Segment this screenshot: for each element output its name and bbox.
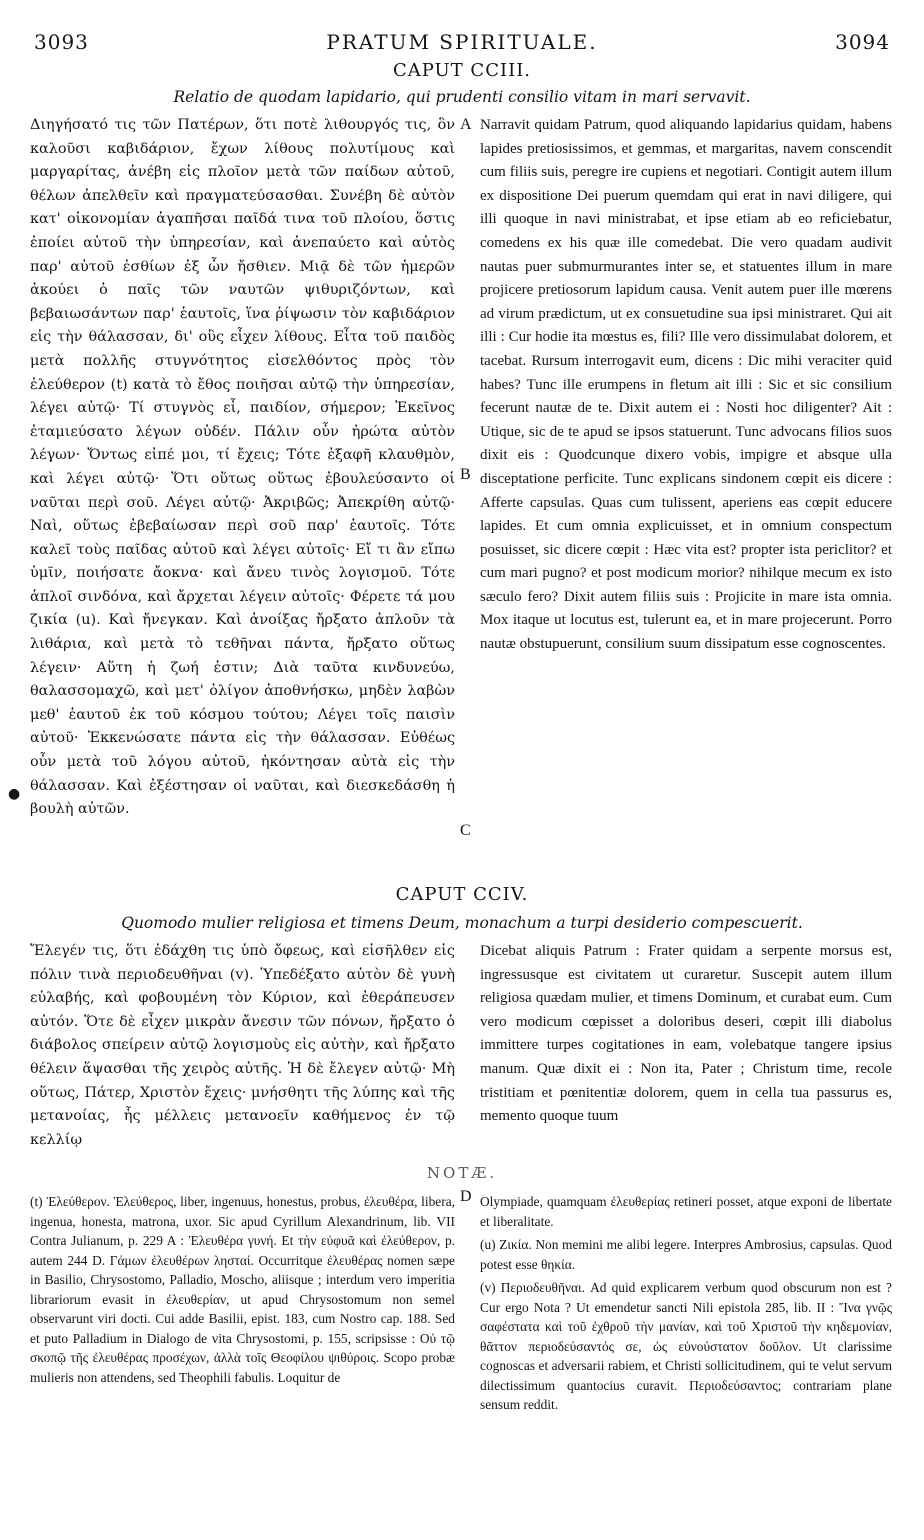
- greek-text-204: Ἔλεγέν τις, ὅτι ἐδάχθη τις ὑπὸ ὄφεως, καὶ εἰσῆλθεν εἰς πόλιν τινὰ περιοδευθῆναι (v). Ὑπεδέξατο αὐτὸν δὲ γυνὴ εὐλαβής, καὶ φοβουμένη τὸν Κύριον, καὶ ἐθεράπευσεν αὐτόν. Ὅτε δὲ εἶχεν μικρὰν ἄνεσιν τῶν πόνων, ἤρξατο ὁ διάβολος σπείρειν αὐτῷ λογισμοὺς εἰς αὐτὴν, καὶ ἤρξατο θέλειν ἅψασθαι τῆς χειρὸς αὐτῆς. Ἡ δὲ ἔλεγεν αὐτῷ· Μὴ οὕτως, Πάτερ, Χριστὸν ἔχεις· μνήσθητι τῆς λύπης καὶ τῆς μετανοίας, ἧς μέλλεις μετανοεῖν καθήμενος ἐν τῷ κελλίῳ: [30, 943, 455, 1148]
- note-u: (u) Ζικία. Non memini me alibi legere. Interpres Ambrosius, capsulas. Quod potest esse θηκία.: [480, 1237, 892, 1272]
- note-v: (v) Περιοδευθῆναι. Ad quid explicarem verbum quod obscurum non est ? Cur ergo Nota ? Ut emendetur sancti Nili epistola 285, lib. II : Ἵνα γνῷς σαφέστατα καὶ τοῦ ἐχθροῦ τὴν μανίαν, καὶ τοῦ Χριστοῦ τὴν κηδεμονίαν, θᾶττον περιοδεύσαντός σε, ὡς εὐνούστατον δοῦλον. Ut clarissime cognoscas et adversarii rabiem, et Christi sollicitudinem, qui te velut servum dilectissimum quantocius curavit. Περιοδεύσαντος; contrariam plane sensum reddit.: [480, 1280, 892, 1412]
- notes-left-column: [30, 1192, 455, 1534]
- notes-right-column: [480, 1192, 892, 1534]
- latin-column-204: [480, 940, 892, 1160]
- margin-letter-b: B: [460, 466, 471, 483]
- greek-column-203: [30, 114, 455, 868]
- chapter-caption-204: Quomodo mulier religiosa et timens Deum, monachum a turpi desiderio compescuerit.: [121, 914, 803, 932]
- running-title: PRATUM SPIRITUALE.: [326, 30, 598, 54]
- latin-text-204: Dicebat aliquis Patrum : Frater quidam a serpente morsus est, ingressusque est civitatem ut curaretur. Suscepit autem illum religiosa quædam mulier, et timens Dominum, et curabat eum. Cum vero modicum cœpisset a doloribus deseri, cœpit illi diabolus immittere turpes cogitationes in eam, volebatque tangere ipsius manum. Quæ dixit ei : Non ita, Pater ; Christum time, recole tristitiam et pœnitentiæ dolorem, quem in cella tua passurus es, memento quoque tuum: [480, 943, 892, 1125]
- latin-text-203: Narravit quidam Patrum, quod aliquando lapidarius quidam, habens lapides pretiosissimos, et gemmas, et margaritas, navem conscendit cum filiis suis, peregre ire cupiens et negotiari. Contigit autem illum ex dispositione Dei puerum quemdam qui erat in navi diligere, qui illi quoque in navi ministrabat, et ipse etiam ab eo reficiebatur, comedens ex his quæ ille comedebat. Die vero quadam audivit nautas puer submurmurantes inter se, et statuentes illum in mare projicere pretiosorum lapidum causa. Venit autem puer ille mœrens ad virum prædictum, ut ex consuetudine sua ipsi ministraret. Qui ait illi : Cur hodie ita mœstus es, fili? Ille vero dissimulabat dolorem, et tacebat. Rursum interrogavit eum, dicens : Dic mihi veraciter quid habes? Tunc ille erumpens in fletum ait illi : Sic et sic consilium fecerunt nautæ de te. Dixit autem ei : Nosti hoc diligenter? Ait : Utique, sic de te apud se ipsos statuerunt. Tunc advocans filios suos dixit eis : Quodcunque dixero vobis, impigre et absque ulla disceptatione perficite. Tunc explicans sindonem cœpit eis dicere : Afferte capsulas. Quas cum tulissent, aperiens eas cœpit educere lapides. Et cum omnia explicuisset, et in omnium conspectum posuisset, sic dicere cœpit : Hæc vita est? propter ista periclitor? et cum mari pugno? et post modicum morior? nihilque mecum ex isto sæculo fero? Dixit autem filiis suis : Projicite in mare ista omnia. Mox itaque ut locutus est, tulerunt ea, et in mare projecerunt. Porro nautæ obstupuerunt, consilium suum dissipatum esse cognoscentes.: [480, 117, 892, 653]
- greek-column-204: [30, 940, 455, 1160]
- chapter-heading-204: CAPUT CCIV.: [395, 884, 529, 905]
- note-t: (t) Ἐλεύθερον. Ἐλεύθερος, liber, ingenuus, honestus, probus, ἐλευθέρα, libera, ingenua, honesta, matrona, uxor. Sic apud Cyrillum Alexandrinum, lib. VII Contra Julianum, p. 229 A : Ἐλευθέρα γυνή. Et τὴν εὐφυᾶ καὶ ἐλεύθερον, p. autem 244 D. Γάμων ἐλευθέρων λησταί. Occurritque ἐλευθέρας nomen sæpe in Basilio, Chrysostomo, Palladio, Moscho, aliisque ; interdum vero imperitia librariorum evasit in ἐλευθερίαν, ut apud Chrysostomum non semel observarunt viri docti. Cui adde Basilii, epist. 183, cum Nostro cap. 188. Sed et puto Palladium in Dialogo de vita Chrysostomi, p. 155, scripsisse : Οὐ τῷ σκοπῷ τῆς ἐλευθέρας προσέχων, ἀλλὰ τοῖς Θεοφίλου ψιθύροις. Scopo probæ mulieris non attendens, sed Theophili fabulis. Loquitur de: [30, 1194, 455, 1385]
- margin-letter-a: A: [460, 116, 472, 133]
- page-number-left: 3093: [34, 30, 89, 54]
- greek-text-203: Διηγήσατό τις τῶν Πατέρων, ὅτι ποτὲ λιθουργός τις, ὃν καλοῦσι καβιδάριον, ἔχων λίθους πολυτίμους καὶ μαργαρίτας, ἀνέβη εἰς πλοῖον μετὰ τῶν παίδων αὐτοῦ, θέλων ἀπελθεῖν καὶ πραγματεύσασθαι. Συνέβη δὲ αὐτὸν κατ' οἰκονομίαν ἀγαπῆσαι παῖδά τινα τοῦ πλοίου, ὅστις ἐποίει αὐτοῦ τὴν ὑπηρεσίαν, καὶ ἀνεπαύετο καὶ αὐτὸς παρ' αὐτοῦ ἐσθίων ἐξ ὧν ἤσθιεν. Μιᾷ δὲ τῶν ἡμερῶν ἀκούει ὁ παῖς τῶν ναυτῶν ψιθυριζόντων, καὶ βεβαιωσάντων παρ' ἑαυτοῖς, ἵνα ῥίψωσιν τὸν καβιδάριον εἰς τὴν θάλασσαν, δι' οὓς εἶχεν λίθους. Εἶτα τοῦ παιδὸς μετὰ πολλῆς στυγνότητος εἰσελθόντος πρὸς τὸν ἐλεύθερον (t) κατὰ τὸ ἔθος ποιῆσαι αὐτῷ τὴν ὑπηρεσίαν, λέγει αὐτῷ· Τί στυγνὸς εἶ, παιδίον, σήμερον; Ἐκεῖνος ἐταμιεύσατο λέγων οὐδέν. Πάλιν οὖν ἠρώτα αὐτὸν λέγων· Ὄντως εἰπέ μοι, τί ἔχεις; Τότε ἐξαφῆ κλαυθμὸν, καὶ λέγει αὐτῷ· Ὅτι οὕτως οὕτως ἐβουλεύσαντο οἱ ναῦται περὶ σοῦ. Λέγει αὐτῷ· Ἀκριβῶς; Ἀπεκρίθη αὐτῷ· Ναὶ, οὕτως ἐβεβαίωσαν περὶ σοῦ παρ' ἑαυτοῖς. Τότε καλεῖ τοὺς παῖδας αὐτοῦ καὶ λέγει αὐτοῖς· Εἴ τι ἂν εἴπω ὑμῖν, ποιήσατε ἄοκνα· καὶ ἄνευ τινὸς λογισμοῦ. Τότε ἁπλοῖ σινδόνα, καὶ ἄρχεται λέγειν αὐτοῖς· Φέρετε τά μου ζικία (u). Καὶ ἤνεγκαν. Καὶ ἀνοίξας ἤρξατο ἁπλοῦν τὰ λιθάρια, καὶ μετὰ τὸ τεθῆναι πάντα, ἤρξατο οὕτως λέγειν· Αὕτη ἡ ζωή ἐστιν; Διὰ ταῦτα κινδυνεύω, θαλασσομαχῶ, καὶ μετ' ὀλίγον ἀποθνήσκω, μηδὲν λαβὼν μεθ' ἑαυτοῦ ἐκ τοῦ κόσμου τούτου; Λέγει τοῖς παισὶν αὐτοῦ· Ἐκκενώσατε πάντα εἰς τὴν θάλασσαν. Εὐθέως οὖν μετὰ τοῦ λόγου αὐτοῦ, ἠκόντησαν αὐτὰ εἰς τὴν θάλασσαν. Καὶ ἐξέστησαν οἱ ναῦται, καὶ διεσκεδάσθη ἡ βουλὴ αὐτῶν.: [30, 117, 455, 818]
- page-number-right: 3094: [835, 30, 890, 54]
- margin-letter-d: D: [460, 1188, 472, 1205]
- notes-heading: NOTÆ.: [426, 1164, 498, 1182]
- note-t-continued: Olympiade, quamquam ἐλευθερίας retineri posset, atque exponi de libertate et liberalitate.: [480, 1194, 892, 1229]
- latin-column-203: [480, 114, 892, 824]
- margin-letter-c: C: [460, 822, 471, 839]
- chapter-caption-203: Relatio de quodam lapidario, qui prudenti consilio vitam in mari servavit.: [173, 88, 751, 106]
- margin-bullet-icon: ●: [8, 786, 21, 802]
- chapter-heading-203: CAPUT CCIII.: [392, 60, 532, 81]
